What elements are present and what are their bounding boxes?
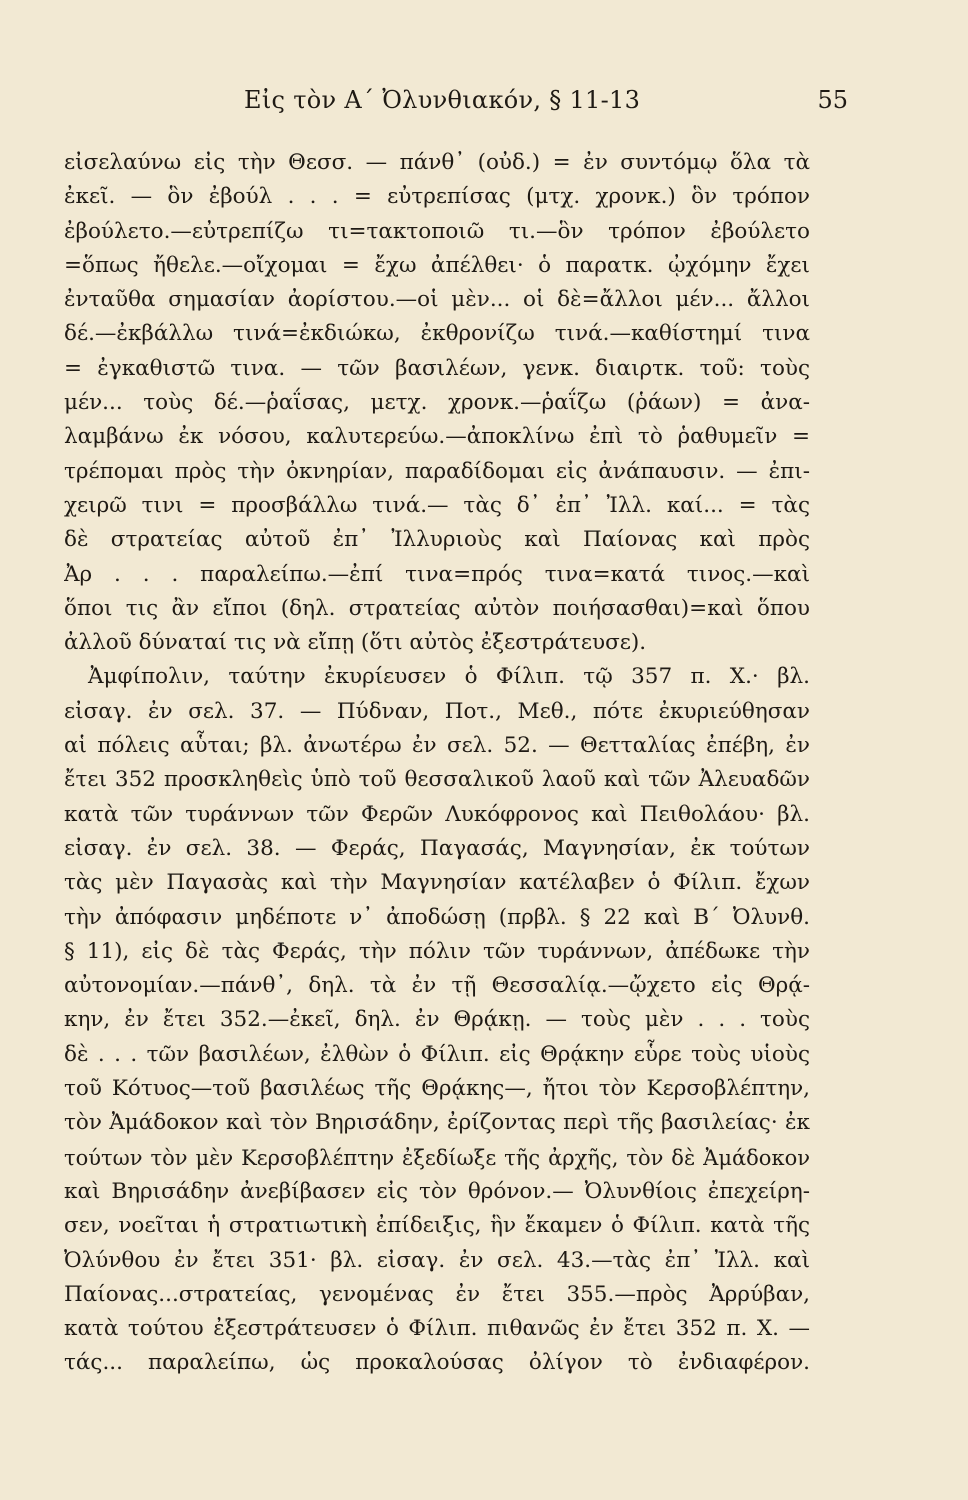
text-line: τὰς μὲν Παγασὰς καὶ τὴν Μαγνησίαν κατέλαβεν ὁ Φίλιπ. ἔχων — [64, 870, 810, 896]
text-line — [64, 1381, 810, 1415]
text-line: ἐκεῖ. — ὃν ἐβούλ . . . = εὐτρεπίσας (μτχ. χρονκ.) ὃν τρόπον — [64, 184, 810, 210]
text-line: τούτων τὸν μὲν Κερσοβλέπτην ἐξεδίωξε τῆς ἀρχῆς, τὸν δὲ Ἀμάδοκον — [64, 1145, 810, 1170]
text-line: τοῦ Κότυος—τοῦ βασιλέως τῆς Θρᾴκης—, ἤτοι τὸν Κερσοβλέπτην, — [64, 1076, 810, 1102]
text-line: Ὀλύνθου ἐν ἔτει 351· βλ. εἰσαγ. ἐν σελ. 43.—τὰς ἐπ᾽ Ἰλλ. καὶ — [64, 1247, 810, 1273]
text-line: αὐτονομίαν.—πάνθ᾽, δηλ. τὰ ἐν τῇ Θεσσαλίᾳ.—ᾤχετο εἰς Θρᾴ- — [64, 973, 810, 999]
text-line: καὶ Βηρισάδην ἀνεβίβασεν εἰς τὸν θρόνον.— Ὀλυνθίοις ἐπεχείρη- — [64, 1178, 810, 1204]
text-line: =ὅπως ἤθελε.—οἴχομαι = ἔχω ἀπέλθει· ὁ παρατκ. ᾠχόμην ἔχει — [64, 252, 810, 278]
text-line: Ἀρ . . . παραλείπω.—ἐπί τινα=πρός τινα=κατά τινος.—καὶ — [64, 561, 810, 587]
text-line: σεν, νοεῖται ἡ στρατιωτικὴ ἐπίδειξις, ἣν ἔκαμεν ὁ Φίλιπ. κατὰ τῆς — [64, 1213, 810, 1239]
text-line: κατὰ τῶν τυράννων τῶν Φερῶν Λυκόφρονος καὶ Πειθολάου· βλ. — [64, 801, 810, 827]
text-line: κην, ἐν ἔτει 352.—ἐκεῖ, δηλ. ἐν Θρᾴκῃ. — τοὺς μὲν . . . τοὺς — [64, 1007, 810, 1033]
commentary-text — [64, 146, 810, 1415]
text-line: δὲ . . . τῶν βασιλέων, ἐλθὼν ὁ Φίλιπ. εἰς Θρᾴκην εὗρε τοὺς υἱοὺς — [64, 1041, 810, 1067]
text-line: τρέπομαι πρὸς τὴν ὀκνηρίαν, παραδίδομαι εἰς ἀνάπαυσιν. — ἐπι- — [64, 458, 810, 484]
text-line: εἰσαγ. ἐν σελ. 37. — Πύδναν, Ποτ., Μεθ., πότε ἐκυριεύθησαν — [64, 698, 810, 724]
text-line: εἰσαγ. ἐν σελ. 38. — Φεράς, Παγασάς, Μαγνησίαν, ἐκ τούτων — [64, 835, 810, 861]
text-line: δὲ στρατείας αὐτοῦ ἐπ᾽ Ἰλλυριοὺς καὶ Παίονας καὶ πρὸς — [64, 527, 810, 553]
text-line: τὴν ἀπόφασιν μηδέποτε ν᾽ ἀποδώσῃ (πρβλ. § 22 καὶ Β΄ Ὀλυνθ. — [64, 904, 810, 930]
text-line: Ἀμφίπολιν, ταύτην ἐκυρίευσεν ὁ Φίλιπ. τῷ 357 π. Χ.· βλ. — [88, 664, 810, 690]
page-number: 55 — [817, 86, 848, 114]
text-line: ὅποι τις ἂν εἴποι (δηλ. στρατείας αὐτὸν ποιήσασθαι)=καὶ ὅπου — [64, 595, 810, 621]
text-line: ἐνταῦθα σημασίαν ἀορίστου.—οἱ μὲν... οἱ δὲ=ἄλλοι μέν... ἄλλοι — [64, 287, 810, 313]
text-line: λαμβάνω ἐκ νόσου, καλυτερεύω.—ἀποκλίνω ἐπὶ τὸ ῥαθυμεῖν = — [64, 424, 810, 450]
text-line: ἔτει 352 προσκληθεὶς ὑπὸ τοῦ θεσσαλικοῦ λαοῦ καὶ τῶν Ἀλευαδῶν — [64, 767, 810, 793]
text-line: ἀλλοῦ δύναταί τις νὰ εἴπῃ (ὅτι αὐτὸς ἐξεστράτευσε). — [64, 630, 647, 656]
page-header — [64, 86, 848, 122]
text-line: τὸν Ἀμάδοκον καὶ τὸν Βηρισάδην, ἐρίζοντας περὶ τῆς βασιλείας· ἐκ — [64, 1110, 810, 1136]
text-line: τάς... παραλείπω, ὡς προκαλούσας ὀλίγον τὸ ἐνδιαφέρον. — [64, 1350, 810, 1376]
text-line: δέ.—ἐκβάλλω τινά=ἐκδιώκω, ἐκθρονίζω τινά.—καθίστημί τινα — [64, 321, 810, 347]
text-line: § 11), εἰς δὲ τὰς Φεράς, τὴν πόλιν τῶν τυράννων, ἀπέδωκε τὴν — [64, 938, 810, 964]
text-line: ἐβούλετο.—εὐτρεπίζω τι=τακτοποιῶ τι.—ὃν τρόπον ἐβούλετο — [64, 218, 810, 244]
text-line: εἰσελαύνω εἰς τὴν Θεσσ. — πάνθ᾽ (οὐδ.) = ἐν συντόμῳ ὅλα τὰ — [64, 150, 810, 175]
running-head: Εἰς τὸν Α΄ Ὀλυνθιακόν, § 11-13 — [244, 86, 641, 114]
text-line: Παίονας...στρατείας, γενομένας ἐν ἔτει 355.—πρὸς Ἀρρύβαν, — [64, 1281, 810, 1307]
text-line: χειρῶ τινι = προσβάλλω τινά.— τὰς δ᾽ ἐπ᾽ Ἰλλ. καί... = τὰς — [64, 492, 810, 518]
text-line: αἱ πόλεις αὗται; βλ. ἀνωτέρω ἐν σελ. 52. — Θετταλίας ἐπέβη, ἐν — [64, 733, 810, 759]
text-line: μέν... τοὺς δέ.—ῥαΐσας, μετχ. χρονκ.—ῥαΐζω (ῥάων) = ἀνα- — [64, 390, 810, 416]
text-line: κατὰ τούτου ἐξεστράτευσεν ὁ Φίλιπ. πιθανῶς ἐν ἔτει 352 π. Χ. — — [64, 1316, 810, 1342]
text-line: = ἐγκαθιστῶ τινα. — τῶν βασιλέων, γενκ. διαιρτκ. τοῦ: τοὺς — [64, 355, 810, 381]
